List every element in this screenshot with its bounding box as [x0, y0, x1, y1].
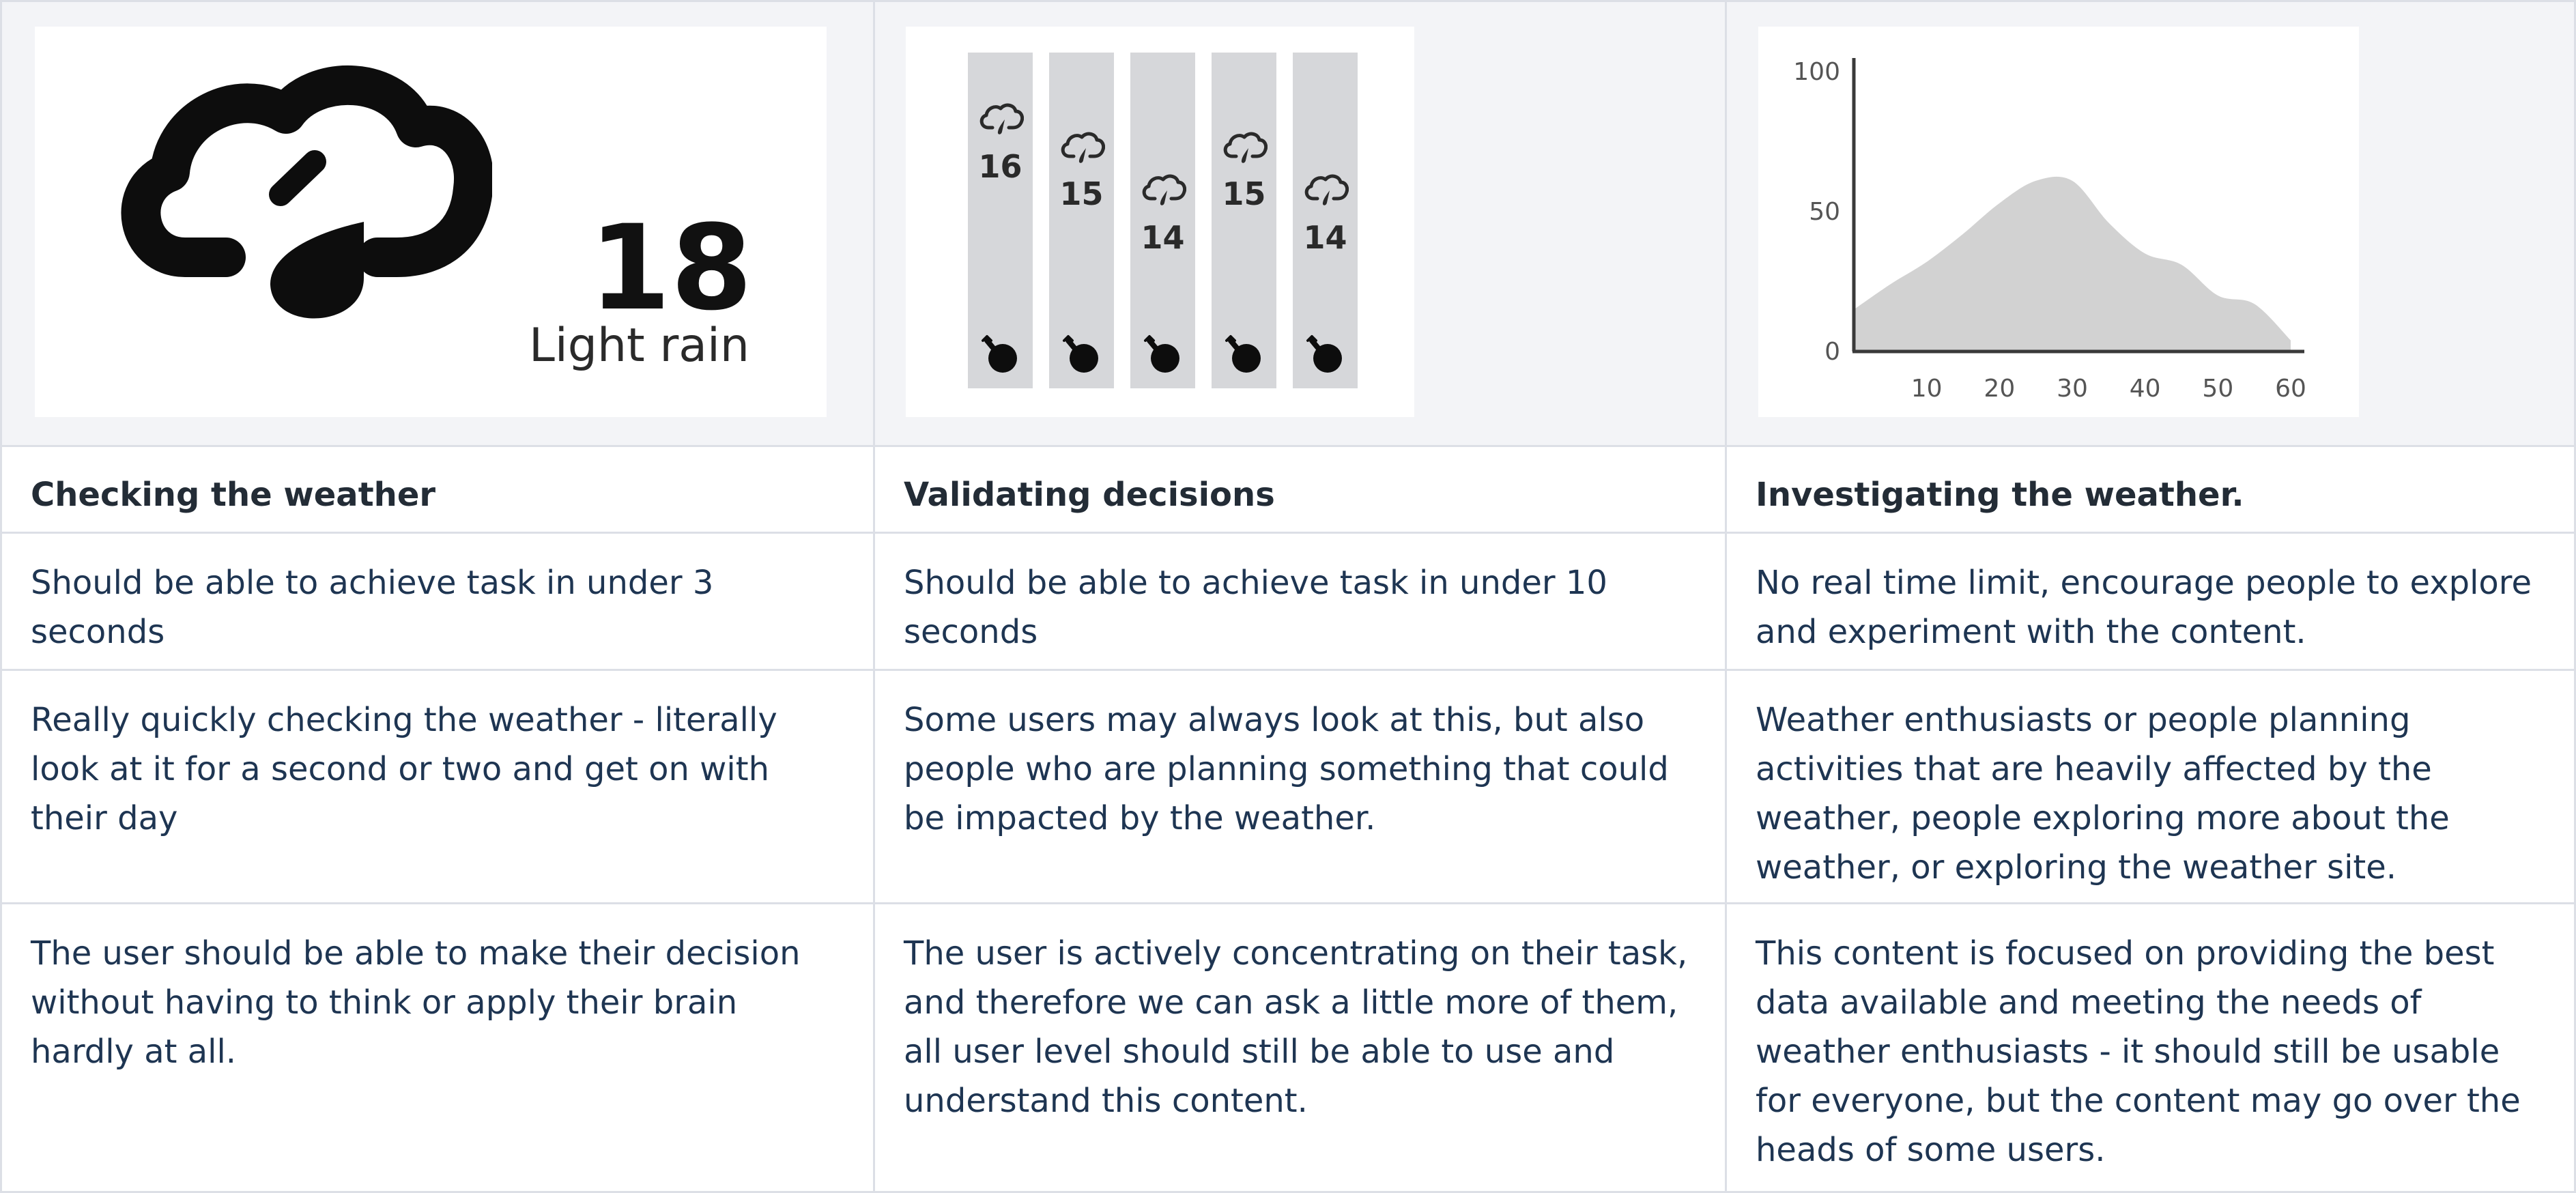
cloud-rain-icon: [110, 53, 492, 339]
forecast-day-1: [968, 53, 1033, 388]
x-tick-label: 50: [2202, 375, 2234, 403]
weather-condition: Light rain: [529, 319, 749, 373]
cloud-rain-icon: [1302, 173, 1349, 207]
forecast-day-temp: 15: [1059, 175, 1104, 212]
forecast-day-temp: 16: [978, 148, 1022, 185]
illustration-cell-investigating: [1725, 0, 2576, 447]
cloud-rain-icon: [1059, 130, 1105, 164]
forecast-day-temp: 14: [1303, 219, 1347, 256]
time-investigating-weather: No real time limit, encourage people to explore and experiment with the content.: [1725, 532, 2576, 671]
users-checking-weather: Really quickly checking the weather - literally look at it for a second or two and get on with their day: [0, 669, 875, 904]
cloud-rain-icon: [1140, 173, 1186, 207]
load-checking-weather: The user should be able to make their decision without having to think or apply their brain hardly at all.: [0, 902, 875, 1193]
cloud-rain-icon: [1221, 130, 1268, 164]
users-investigating-weather: Weather enthusiasts or people planning activities that are heavily affected by the weather, people exploring more about the weather, or exploring the weather site.: [1725, 669, 2576, 904]
x-tick-label: 30: [2057, 375, 2088, 403]
load-investigating-weather: This content is focused on providing the best data available and meeting the needs of weather enthusiasts - it should still be usable for everyone, but the content may go over the heads of some users.: [1725, 902, 2576, 1193]
bomb-icon: [1143, 334, 1184, 375]
heading-validating-decisions: Validating decisions: [873, 445, 1727, 534]
x-tick-label: 10: [1910, 375, 1943, 403]
x-tick-label: 60: [2275, 375, 2306, 403]
forecast-day-3: [1130, 53, 1195, 388]
forecast-day-5: [1293, 53, 1358, 388]
load-validating-decisions: The user is actively concentrating on their task, and therefore we can ask a little more of them, all user level should still be able to use and understand this content.: [873, 902, 1727, 1193]
heading-checking-weather: Checking the weather: [0, 445, 875, 534]
forecast-day-temp: 14: [1141, 219, 1185, 256]
current-weather-card: [35, 27, 827, 417]
y-tick-label: 100: [1793, 58, 1840, 86]
x-tick-label: 20: [1984, 375, 2016, 403]
illustration-cell-validating: [873, 0, 1727, 447]
y-tick-label: 0: [1824, 338, 1840, 366]
y-tick-label: 50: [1809, 198, 1840, 226]
cloud-rain-icon: [977, 102, 1024, 136]
bomb-icon: [1061, 334, 1102, 375]
forecast-card: [906, 27, 1414, 417]
area-chart: [1758, 27, 2359, 417]
chart-card: [1758, 27, 2359, 417]
forecast-day-temp: 15: [1222, 175, 1266, 212]
bomb-icon: [980, 334, 1021, 375]
bomb-icon: [1305, 334, 1346, 375]
time-checking-weather: Should be able to achieve task in under 3 seconds: [0, 532, 875, 671]
time-validating-decisions: Should be able to achieve task in under 10 seconds: [873, 532, 1727, 671]
heading-investigating-weather: Investigating the weather.: [1725, 445, 2576, 534]
users-validating-decisions: Some users may always look at this, but also people who are planning something that could be impacted by the weather.: [873, 669, 1727, 904]
area-series: [1854, 177, 2291, 351]
forecast-day-2: [1049, 53, 1114, 388]
x-tick-label: 40: [2129, 375, 2161, 403]
bomb-icon: [1224, 334, 1265, 375]
current-temperature: 18: [589, 199, 753, 336]
illustration-cell-checking: [0, 0, 875, 447]
forecast-day-4: [1212, 53, 1276, 388]
